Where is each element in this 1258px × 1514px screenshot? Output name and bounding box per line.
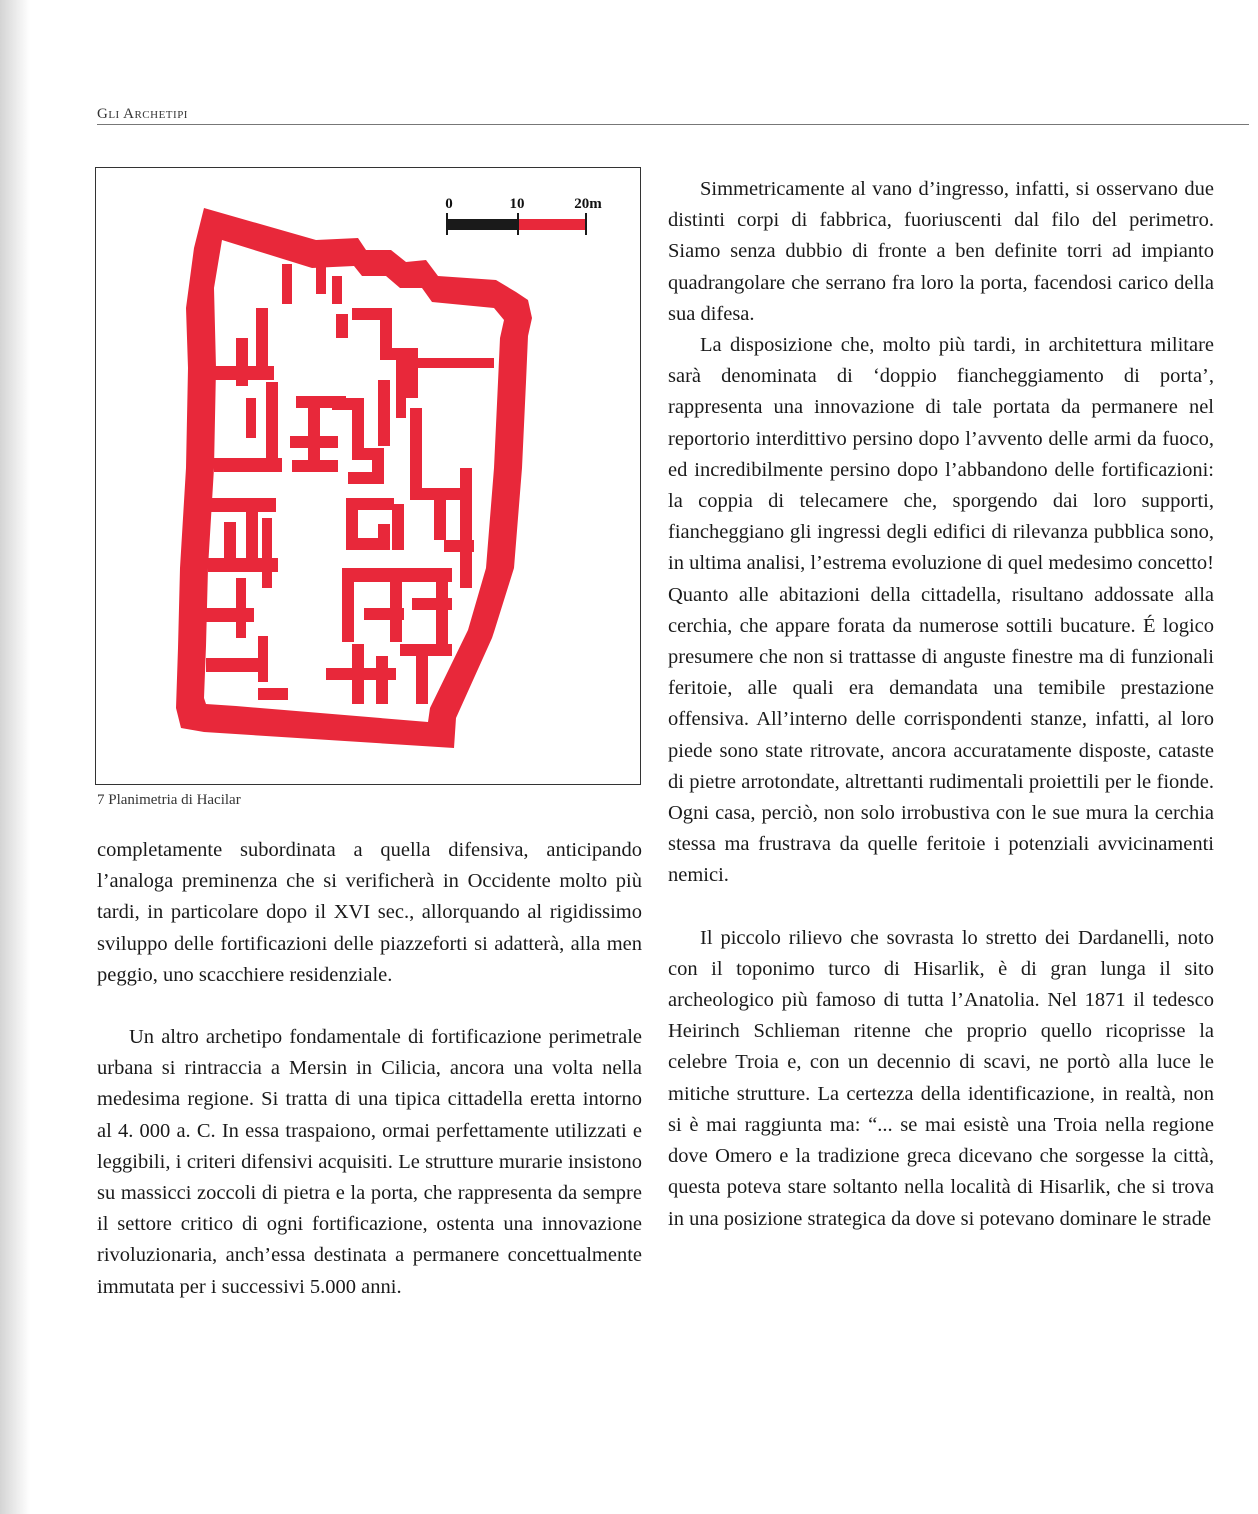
wall-segment (246, 398, 256, 438)
wall-segment (378, 380, 390, 446)
paragraph: Un altro archetipo fondamentale di fortificazione perimetrale urbana si rintraccia a Mersin in Cilicia, ancora una volta nella medesima regione. Si tratta di una tipica cittadella eretta intorno al 4. 000 a. C. In essa traspaiono, ormai perfettamente utilizzati e leggibili, i criteri difensivi acquisiti. Le strutture murarie insistono su massicci zoccoli di pietra e la porta, che rappresenta da sempre il settore critico di ogni fortificazione, ostenta una innovazione rivoluzionaria, anch’essa destinata a permanere concettualmente immutata per i successivi 5.000 anni. (97, 1026, 642, 1298)
scale-bar (445, 196, 602, 235)
header-rule (97, 124, 1249, 125)
paragraph: Il piccolo rilievo che sovrasta lo stretto dei Dardanelli, noto con il toponimo turco di Hisarlik, è di gran lunga il sito archeologico più famoso di tutta l’Anatolia. Nel 1871 il tedesco Heirinch Schlieman ritenne che proprio quello ricoprisse la celebre Troia e, con un decennio di scavi, ne portò alla luce le mitiche strutture. La certezza della identificazione, in realtà, non si è mai raggiunta ma: “... se mai esistè una Troia nella regione dove Omero e la tradizione greca dicevano che sorgesse la città, questa poteva stare soltanto nella località di Hisarlik, che si trova in una posizione strategica da dove si potevano dominare le strade (668, 926, 1214, 1230)
wall-segment (378, 524, 390, 550)
scale-label-20m: 20m (574, 196, 602, 212)
wall-segment (400, 644, 452, 656)
paragraph: La disposizione che, molto più tardi, in architettura militare sarà denominata di ‘doppio fiancheggiamento di porta’, rappresenta una innovazione di tale portata da permanere nel reportorio interdittivo persino dopo l’avvento delle armi da fuoco, ed incredibilmente persino dopo l’abbandono delle fortificazioni: la coppia di telecamere che, sporgendo dai loro supporti, fiancheggiano gli ingressi degli edifici di rilevanza pubblica sono, in ultima analisi, l’estrema evoluzione di quel medesimo concetto! Quanto alle abitazioni della cittadella, risultano addossate alla cerchia, che appare forata da numerose sottili bucature. É logico presumere che non si trattasse di anguste finestre ma di funzionali feritoie, alle quali era demandata una temibile prestazione offensiva. All’interno delle corrispondenti stanze, infatti, al loro piede sono state ritrovate, ancora accuratamente disposte, cataste di pietre arrotondate, altrettanti rudimentali proiettili per le fionde. Ogni casa, perciò, non solo irrobustiva con le sue mura la cerchia stessa ma frustrava da quelle feritoie i potenziali avvicinamenti nemici. (668, 334, 1214, 887)
figure-frame (95, 167, 641, 785)
west-houses (206, 264, 342, 682)
paragraph-gap (97, 991, 642, 1022)
wall-segment (210, 498, 276, 512)
scale-tick (585, 213, 587, 235)
wall-segment (246, 498, 258, 568)
paragraph: completamente subordinata a quella difensiva, anticipando l’analoga preminenza che si verificherà in Occidente molto più tardi, in particolare dopo il XVI sec., allorquando al rigidissimo sviluppo delle fortificazioni delle piazzeforti si adatterà, alla men peggio, uno scacchiere residenziale. (97, 839, 642, 986)
scale-segment-black (446, 219, 519, 230)
page-gutter-shadow (0, 0, 30, 1514)
wall-segment (406, 348, 418, 398)
wall-segment (410, 408, 422, 498)
wall-segment (258, 688, 288, 700)
central-blocks (290, 308, 418, 550)
wall-segment (290, 436, 338, 448)
hacilar-plan-drawing (96, 168, 640, 784)
wall-segment (396, 358, 494, 368)
wall-segment (236, 338, 248, 386)
wall-segment (292, 460, 338, 472)
wall-segment (256, 308, 268, 370)
figure-caption: 7 Planimetria di Hacilar (97, 792, 241, 808)
wall-segment (266, 382, 278, 472)
scale-label-10: 10 (509, 196, 525, 212)
wall-segment (206, 608, 254, 622)
wall-segment (434, 500, 446, 540)
scale-segment-red (519, 219, 587, 230)
paragraph: Simmetricamente al vano d’ingresso, infatti, si osservano due distinti corpi di fabbrica, fuoriuscenti dal filo del perimetro. Siamo senza dubbio di fronte a ben definite torri ad impianto quadrangolare che serrano fra loro la porta, facendosi carico della sua difesa. (668, 178, 1214, 325)
wall-segment (460, 468, 472, 588)
scale-label-0: 0 (445, 196, 453, 212)
wall-segment (444, 540, 474, 552)
wall-segment (316, 264, 326, 294)
left-column (97, 835, 642, 1303)
wall-segment (258, 636, 268, 682)
wall-segment (364, 608, 404, 620)
wall-segment (342, 582, 354, 642)
right-column (668, 174, 1214, 1235)
wall-segment (224, 522, 236, 572)
running-head: Gli Archetipi (97, 106, 188, 122)
wall-segment (282, 264, 292, 304)
wall-segment (392, 504, 404, 550)
paragraph-gap (668, 892, 1214, 923)
wall-segment (206, 658, 262, 672)
wall-segment (332, 276, 342, 304)
scale-tick (517, 213, 519, 235)
wall-segment (336, 314, 348, 338)
wall-segment (348, 472, 384, 484)
scale-tick (446, 213, 448, 235)
wall-segment (236, 578, 246, 638)
wall-segment (342, 568, 452, 582)
wall-segment (352, 644, 364, 704)
wall-segment (396, 358, 406, 418)
wall-segment (416, 656, 428, 704)
wall-segment (376, 656, 388, 704)
wall-segment (262, 518, 272, 588)
